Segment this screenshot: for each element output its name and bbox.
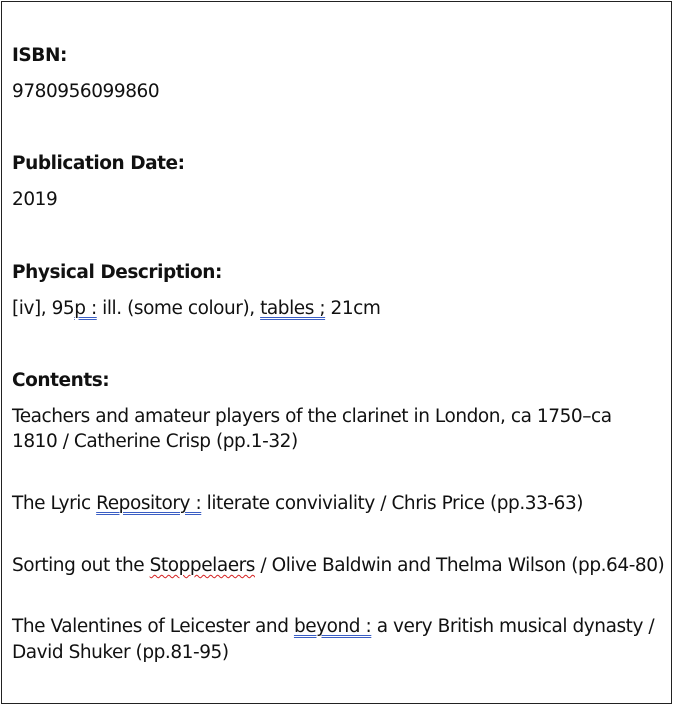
grammar-flag-tables: tables ; [260,298,326,319]
contents-entry-4-line-2: David Shuker (pp.81-95) [12,642,229,663]
publication-date-value: 2019 [12,189,58,210]
physical-description-label: Physical Description: [12,262,222,283]
document-border [1,1,672,704]
contents-entry-4-prefix: The Valentines of Leicester and [12,616,294,637]
grammar-flag-p: p : [74,298,97,319]
contents-entry-1-line-2: 1810 / Catherine Crisp (pp.1-32) [12,431,298,452]
contents-entry-3 [12,554,664,578]
contents-entry-2-suffix: literate conviviality / Chris Price (pp.33-63) [201,493,584,514]
contents-label: Contents: [12,370,110,391]
contents-entry-1-line-1: Teachers and amateur players of the clarinet in London, ca 1750–ca [12,406,612,427]
isbn-label: ISBN: [12,45,67,66]
contents-entry-3-suffix: / Olive Baldwin and Thelma Wilson (pp.64-80) [254,555,665,576]
physical-description-size: 21cm [325,298,381,319]
grammar-flag-repository: Repository : [96,493,202,514]
physical-description-pages: [iv], 95 [12,298,75,319]
contents-entry-4-suffix: a very British musical dynasty / [371,616,655,637]
contents-entry-2 [12,492,583,516]
contents-entry-3-prefix: Sorting out the [12,555,150,576]
spelling-flag-stoppelaers: Stoppelaers [149,555,255,576]
grammar-flag-beyond: beyond : [293,616,372,637]
contents-entry-4-line-1 [12,615,654,639]
publication-date-label: Publication Date: [12,153,185,174]
physical-description-illustrations: ill. (some colour), [96,298,261,319]
physical-description-value [12,297,380,321]
isbn-value: 9780956099860 [12,81,160,102]
contents-entry-2-prefix: The Lyric [12,493,97,514]
